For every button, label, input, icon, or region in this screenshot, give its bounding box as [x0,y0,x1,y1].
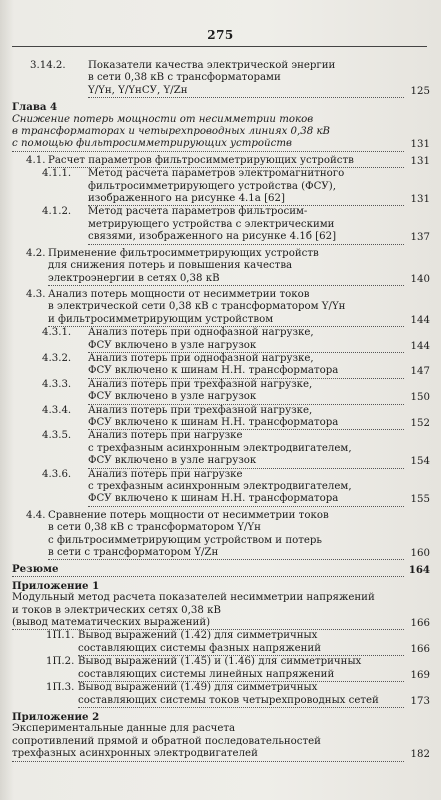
toc-entry [12,379,430,405]
toc-entry-number: 4.3.6. [42,468,72,480]
toc-entry-title-line: трехфазных асинхронных электродвигателей [12,748,404,761]
toc-entry-title-line: в сети с трансформатором Y/Zн [48,547,404,560]
toc-entry-title-line: Сравнение потерь мощности от несимметрии токов [48,509,329,521]
toc-entry-title-line: с трехфазным асинхронным электродвигателем, [88,442,352,454]
toc-entry-title-line: Анализ потерь мощности от несимметрии токов [48,288,310,300]
toc-entry-number: 3.14.2. [30,60,66,71]
toc-entry [12,510,430,561]
toc-entry-title-line: Анализ потерь при нагрузке [88,430,243,442]
toc-entry-title-line: в сети 0,38 кВ с трансформатором Y/Yн [48,522,261,534]
toc-entry-title-line: ФСУ включено в узле нагрузок [88,340,404,353]
toc-entry-title-line: и фильтросимметрирующим устройством [48,314,404,327]
toc-entry [12,327,430,353]
toc-entry-title-line: Анализ потерь при трехфазной нагрузке, [88,378,313,390]
toc-entry-page: 166 [410,618,430,630]
toc-entry-page: 169 [410,669,430,681]
toc-entry-page: 131 [410,194,430,206]
toc-entry-number: 4.3.2. [42,352,72,364]
toc-entry [12,563,430,576]
toc-entry [12,580,430,592]
toc-entry-page: 147 [410,366,430,378]
toc-entry-number: 1П.1. [46,630,75,642]
toc-entry [12,101,430,113]
toc-entry-page: 140 [410,273,430,285]
toc-entry [12,168,430,206]
toc-entry-title-line: в электрической сети 0,38 кВ с трансформатором Y/Yн [48,301,346,313]
toc-entry [12,60,430,98]
toc-entry-number: 4.3.3. [42,378,72,390]
toc-entry [12,711,430,723]
toc-entry-title-line: Экспериментальные данные для расчета [12,723,236,735]
toc-entry-title-line: для снижения потерь и повышения качества [48,260,293,272]
toc-entry-page: 182 [410,749,430,761]
toc-entry-title-line: ФСУ включено в узле нагрузок [88,455,404,468]
toc-entry-title-line: Анализ потерь при трехфазной нагрузке, [88,404,313,416]
toc-entry-number: 4.3.1. [42,327,72,339]
toc-entry-title-line: Показатели качества электрической энергии [88,60,336,71]
toc-entry-title-line: составляющих системы фазных напряжений [78,643,404,656]
toc-entry-title-line: изображенного на рисунке 4.1а [62] [88,193,404,206]
toc-entry-number: 1П.2. [46,656,75,668]
toc-entry-title-line: Метод расчета параметров фильтросим- [88,206,308,218]
toc-entry-title-line: с трехфазным асинхронным электродвигателем, [88,481,352,492]
toc-entry-title-line: Вывод выражений (1.49) для симметричных [78,682,318,694]
toc-entry-title-line: Расчет параметров фильтросимметрирующих устройств [48,155,404,168]
toc-entry [12,206,430,244]
toc-entry-title-line: Анализ потерь при однофазной нагрузке, [88,327,314,339]
toc-entry [12,114,430,152]
toc-entry-title-line: Приложение 1 [12,579,100,592]
toc-entry-title-line: Применение фильтросимметрирующих устройств [48,247,319,259]
toc-entry-page: 164 [408,564,430,577]
toc-entry-page: 160 [410,548,430,560]
toc-entry [12,630,430,656]
toc-entry-title-line: фильтросимметрирующего устройства (ФСУ), [88,180,336,192]
toc-entry [12,430,430,468]
toc-entry-title-line: метрирующего устройства с электрическими [88,218,335,230]
toc-entry-title-line: Анализ потерь при нагрузке [88,468,243,480]
toc-entry [12,656,430,682]
toc-entry [12,405,430,431]
toc-entry [12,682,430,708]
toc-entry-title-line: Модульный метод расчета показателей несимметрии напряжений [12,592,375,604]
toc-entry-title-line: Глава 4 [12,101,58,114]
toc-entry [12,289,430,327]
header-rule [12,46,427,47]
toc-entry-title-line: составляющих системы линейных напряжений [78,669,404,682]
toc-entry-title-line: (вывод математических выражений) [12,617,404,630]
toc-entry-title-line: составляющих системы токов четырехпроводных сетей [78,695,404,708]
toc-entry-number: 4.4. [26,509,46,521]
toc-entry-page: 131 [410,139,430,151]
toc-entry-title-line: электроэнергии в сетях 0,38 кВ [48,273,404,286]
toc-entry-page: 152 [410,417,430,429]
toc-entry [12,353,430,379]
toc-entry [12,469,430,507]
toc-entry-title-line: сопротивлений прямой и обратной последовательностей [12,735,321,747]
toc-entry-title-line: в сети 0,38 кВ с трансформаторами [88,72,281,84]
toc-entry [12,155,430,168]
toc-entry-number: 4.1. [26,154,46,166]
toc-entry-title-line: Y/Yн, Y/YнСУ, Y/Zн [88,85,404,98]
toc-entry-number: 4.3. [26,288,46,300]
toc-entry-title-line: Резюме [12,563,404,576]
toc-entry-title-line: в трансформаторах и четырехпроводных линиях 0,38 кВ [12,126,331,138]
toc-entry-page: 131 [410,155,430,167]
toc-entry-page: 166 [410,643,430,655]
toc-entry-page: 154 [410,456,430,468]
toc-entry-title-line: связями, изображенного на рисунке 4.1б [62] [88,231,404,244]
toc-entry-number: 4.3.4. [42,404,72,416]
toc-entry-title-line: Анализ потерь при однофазной нагрузке, [88,352,314,364]
toc-entry-number: 4.3.5. [42,430,72,442]
toc-entry-page: 173 [410,695,430,707]
toc-entry-title-line: Вывод выражений (1.42) для симметричных [78,630,318,642]
toc-entry-title-line: Приложение 2 [12,710,100,723]
toc-entry-number: 4.1.1. [42,168,72,180]
toc-entry [12,592,430,630]
toc-entry-page: 150 [410,392,430,404]
toc-entry-number: 4.2. [26,247,46,259]
toc-entry-number: 1П.3. [46,682,75,694]
toc-entry-title-line: Снижение потерь мощности от несимметрии токов [12,113,314,125]
toc-entry-title-line: ФСУ включено к шинам Н.Н. трансформатора [88,417,404,430]
table-of-contents [12,60,430,762]
toc-entry-page: 144 [410,314,430,326]
toc-entry-title-line: с помощью фильтросимметрирующих устройств [12,138,404,151]
toc-entry [12,723,430,761]
toc-entry-title-line: Вывод выражений (1.45) и (1.46) для симметричных [78,656,362,668]
toc-entry-title-line: ФСУ включено к шинам Н.Н. трансформатора [88,493,404,506]
toc-entry-page: 125 [410,85,430,97]
page-number: 275 [207,28,234,42]
toc-entry-page: 137 [410,232,430,244]
toc-entry-title-line: с фильтросимметрирующим устройством и потерь [48,534,322,546]
toc-entry [12,248,430,286]
toc-entry-title-line: и токов в электрических сетях 0,38 кВ [12,604,221,616]
toc-entry-page: 155 [410,494,430,506]
toc-entry-number: 4.1.2. [42,206,72,218]
toc-entry-title-line: Метод расчета параметров электромагнитного [88,168,345,180]
toc-entry-title-line: ФСУ включено в узле нагрузок [88,391,404,404]
toc-entry-page: 144 [410,340,430,352]
toc-entry-title-line: ФСУ включено к шинам Н.Н. трансформатора [88,365,404,378]
